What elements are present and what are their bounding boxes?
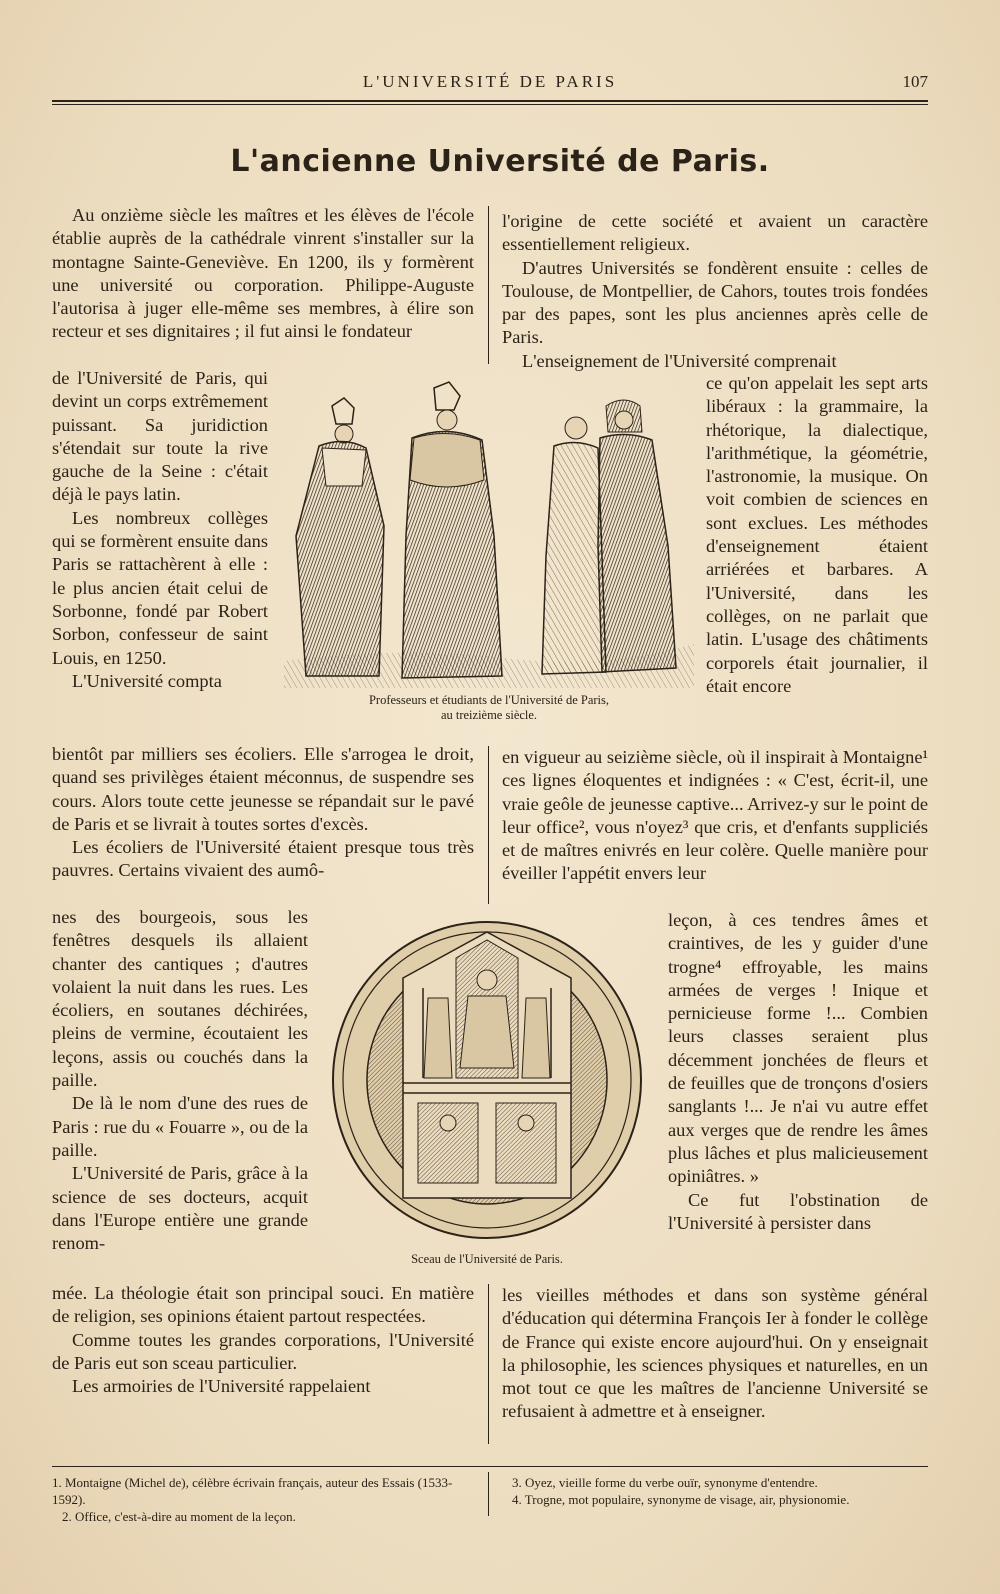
header-rule (52, 100, 928, 102)
right-column-narrow-2 (668, 909, 928, 1235)
paragraph: Au onzième siècle les maîtres et les élèves de l'école établie auprès de la cathédrale vinrent s'installer sur la montagne Sainte-Geneviève. En 1200, ils y formèrent une université ou corporation. Philippe-Auguste l'autorisa à juger elle-même ses membres, à élire son recteur et ses dignitaires ; il fut ainsi le fondateur (52, 205, 474, 342)
professors-caption (284, 693, 694, 723)
left-column-bottom (52, 1282, 474, 1398)
footnote-divider (488, 1472, 489, 1516)
paragraph: L'Université compta (72, 670, 222, 691)
paragraph: Comme toutes les grandes corporations, l'Université de Paris eut son sceau particulier. (52, 1329, 474, 1373)
caption-line: au treizième siècle. (440, 708, 538, 722)
paragraph: bientôt par milliers ses écoliers. Elle s'arrogea le droit, quand ses privilèges étaient méconnus, de suspendre ses cours. Alors toute cette jeunesse se répandait sur le pavé de Paris et se livrait à toutes sortes d'excès. (52, 744, 474, 834)
paragraph: l'origine de cette société et avaient un caractère essentiellement religieux. (502, 211, 928, 255)
paragraph: mée. La théologie était son principal souci. En matière de religion, ses opinions étaient partout respectées. (52, 1283, 474, 1327)
paragraph: Les écoliers de l'Université étaient presque tous très pauvres. Certains vivaient des aumô- (52, 837, 474, 881)
page-number: 107 (902, 72, 928, 91)
header-rule-thin (52, 104, 928, 105)
left-column-mid (52, 743, 474, 883)
footnotes-left (52, 1474, 476, 1525)
footnote-1: 1. Montaigne (Michel de), célèbre écrivain français, auteur des Essais (1533-1592). (52, 1475, 453, 1507)
paragraph: De là le nom d'une des rues de Paris : rue du « Fouarre », ou de la paille. (52, 1093, 308, 1160)
caption-line: Professeurs et étudiants de l'Université de Paris, (368, 693, 610, 707)
paragraph: de l'Université de Paris, qui devint un corps extrêmement puissant. Sa juridiction s'étendait sur toute la rive gauche de la Seine : c'était déjà le pays latin. (52, 368, 268, 505)
paragraph: nes des bourgeois, sous les fenêtres desquels ils allaient chanter des cantiques ; d'autres volaient la nuit dans les rues. Les écoliers, en soutanes déchirées, pleins de vermine, écoutaient les leçons, assis ou couchés dans la paille. (52, 907, 308, 1091)
paragraph: L'Université de Paris, grâce à la science de ses docteurs, acquit dans l'Europe entière une grande renom- (52, 1163, 308, 1254)
left-column-top (52, 204, 474, 344)
left-column-narrow (52, 367, 268, 693)
footnote-3: 3. Oyez, vieille forme du verbe ouïr, synonyme d'entendre. (512, 1475, 818, 1490)
paragraph: L'enseignement de l'Université comprenait (522, 350, 837, 371)
right-column-bottom (502, 1284, 928, 1424)
paragraph: D'autres Universités se fondèrent ensuite : celles de Toulouse, de Montpellier, de Cahors, toutes trois fondées par des papes, sont les plus anciennes après celle de Paris. (502, 257, 928, 348)
paragraph: Les nombreux collèges qui se formèrent ensuite dans Paris se rattachèrent à elle : le plus ancien était celui de Sorbonne, fondé par Robert Sorbon, confesseur de saint Louis, en 1250. (52, 507, 268, 668)
paragraph: Ce fut l'obstination de l'Université à persister dans (668, 1189, 928, 1233)
article-title: L'ancienne Université de Paris. (230, 144, 770, 179)
footnote-4: 4. Trogne, mot populaire, synonyme de visage, air, physionomie. (512, 1492, 850, 1507)
right-column-narrow (706, 372, 928, 698)
footnote-2: 2. Office, c'est-à-dire au moment de la leçon. (62, 1509, 296, 1524)
professors-engraving (284, 376, 694, 688)
paragraph: ce qu'on appelait les sept arts libéraux : la grammaire, la rhétorique, la dialectique, l'arithmétique, la géométrie, l'astronomie, la musique. On voit combien de sciences en sont exclues. Les méthodes d'enseignement étaient arriérées et barbares. A l'Université, dans les collèges, on ne parlait que latin. L'usage des châtiments corporels était journalier, il était encore (706, 373, 928, 696)
footnote-rule (52, 1466, 928, 1467)
column-divider (488, 206, 489, 364)
right-column-mid (502, 746, 928, 886)
paragraph: leçon, à ces tendres âmes et craintives, de les y guider d'une trogne⁴ effroyable, les mains armées de verges ! Inique et pernicieuse forme !... Combien leurs classes seraient plus décemment jonchées de fleurs et de feuilles que de tronçons d'osiers sanglants !... Je n'ai vu autre effet aux verges que de rendre les âmes plus lâches et plus malicieusement opiniâtres. » (668, 910, 928, 1187)
footnotes-right (502, 1474, 928, 1508)
running-title: L'UNIVERSITÉ DE PARIS (362, 72, 618, 91)
university-seal-illustration (328, 918, 646, 1242)
right-column-top (502, 210, 928, 373)
university-seal (328, 918, 646, 1242)
seal-caption: Sceau de l'Université de Paris. (411, 1252, 563, 1266)
running-header (52, 72, 928, 96)
paragraph: Les armoiries de l'Université rappelaient (72, 1376, 371, 1397)
professors-engraving-illustration (284, 376, 694, 688)
column-divider (488, 746, 489, 904)
paragraph: les vieilles méthodes et dans son système général d'éducation qui détermina François Ier à fonder le collège de France qui existe encore aujourd'hui. On y enseignait la philosophie, les sciences physiques et naturelles, en un mot tout ce que les maîtres de l'ancienne Université se refusaient à admettre et à enseigner. (502, 1285, 928, 1422)
paragraph: en vigueur au seizième siècle, où il inspirait à Montaigne¹ ces lignes éloquentes et indignées : « C'est, écrit-il, une vraie geôle de jeunesse captive... Arrivez-y sur le point de leur office², vous n'oyez³ que cris, et d'enfants suppliciés et de maîtres enivrés en leur colère. Quelle manière pour éveiller l'appétit envers leur (502, 747, 928, 884)
left-column-narrow-2 (52, 906, 308, 1255)
column-divider (488, 1284, 489, 1444)
